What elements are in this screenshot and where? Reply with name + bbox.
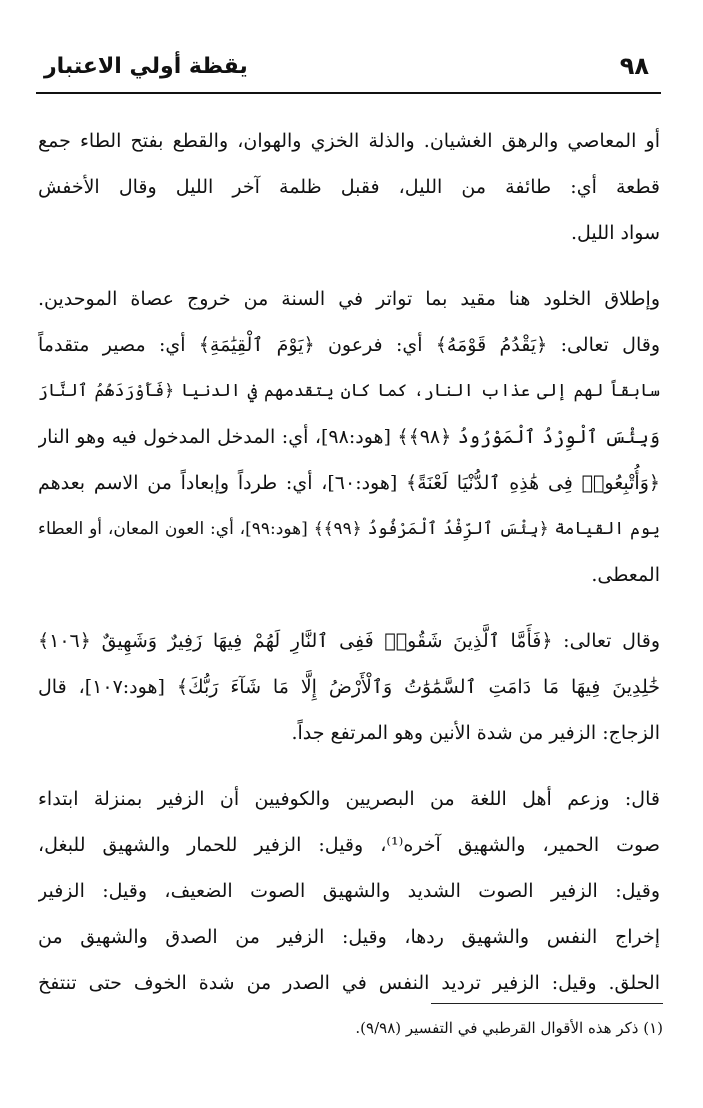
paragraph-3 [38,618,660,756]
header-rule [36,92,661,94]
running-title: يقظة أولي الاعتبار [44,54,248,79]
text-line: وإطلاق الخلود هنا مقيد بما تواتر في السنة من خروج عصاة الموحدين. [38,288,660,310]
text-line: وَبِئْسَ ٱلْوِرْدُ ٱلْمَوْرُودُ ﴿٩٨﴾﴾ [هود:٩٨]، أي: المدخل المدخول فيه وهو النار [38,426,660,448]
text-line: قطعة أي: طائفة من الليل، فقبل ظلمة آخر الليل وقال الأخفش [38,176,660,198]
text-line: إخراج النفس والشهيق ردها، وقيل: الزفير من الصدق والشهيق من [38,926,660,948]
text-line: وقال تعالى: ﴿فَأَمَّا ٱلَّذِينَ شَقُوا۟ فَفِى ٱلنَّارِ لَهُمْ فِيهَا زَفِيرٌ وَشَهِيقٌ ﴿١٠٦﴾ [38,630,660,652]
paragraph-2 [38,276,660,598]
text-line: وقال تعالى: ﴿يَقْدُمُ قَوْمَهُ﴾ أي: فرعون ﴿يَوْمَ ٱلْقِيَٰمَةِ﴾ أي: مصير متقدماً [38,334,660,356]
text-line: المعطى. [591,564,660,586]
footnote-rule [431,1003,663,1004]
footnote: (١) ذكر هذه الأقوال القرطبي في التفسير (٩/٩٨). [355,1019,663,1037]
body-text [38,118,660,1026]
text-line: وقيل: الزفير الصوت الشديد والشهيق الصوت الضعيف، وقيل: الزفير [38,880,660,902]
text-line: يوم القيامة ﴿بِئْسَ ٱلرِّفْدُ ٱلْمَرْفُودُ ﴿٩٩﴾﴾ [هود:٩٩]، أي: العون المعان، أو العطاء [38,519,660,539]
text-line: أو المعاصي والرهق الغشيان. والذلة الخزي والهوان، والقطع بفتح الطاء جمع [38,130,660,152]
text-line: صوت الحمير، والشهيق آخره⁽¹⁾، وقيل: الزفير للحمار والشهيق للبغل، [38,834,660,856]
text-line: سابقاً لهم إلى عذاب النار، كما كان يتقدمهم في الدنيا ﴿فَأَوْرَدَهُمُ ٱلنَّارَ [38,381,660,401]
paragraph-1 [38,118,660,256]
text-line: الزجاج: الزفير من شدة الأنين وهو المرتفع جداً. [291,722,660,744]
text-line: قال: وزعم أهل اللغة من البصريين والكوفيين أن الزفير بمنزلة ابتداء [38,788,660,810]
paragraph-4 [38,776,660,1006]
page-number: ٩٨ [619,52,649,80]
text-line: سواد الليل. [570,222,660,244]
text-line: خَٰلِدِينَ فِيهَا مَا دَامَتِ ٱلسَّمَٰوَٰتُ وَٱلْأَرْضُ إِلَّا مَا شَآءَ رَبُّكَ﴾ [هود:١٠٧]، قال [38,676,660,698]
text-line: الحلق. وقيل: الزفير ترديد النفس في الصدر من شدة الخوف حتى تنتفخ [38,972,660,994]
text-line: ﴿وَأُتْبِعُوا۟ فِى هَٰذِهِ ٱلدُّنْيَا لَعْنَةً﴾ [هود:٦٠]، أي: طرداً وإبعاداً من الاسم بعدهم [38,472,660,494]
page-header [36,50,661,90]
